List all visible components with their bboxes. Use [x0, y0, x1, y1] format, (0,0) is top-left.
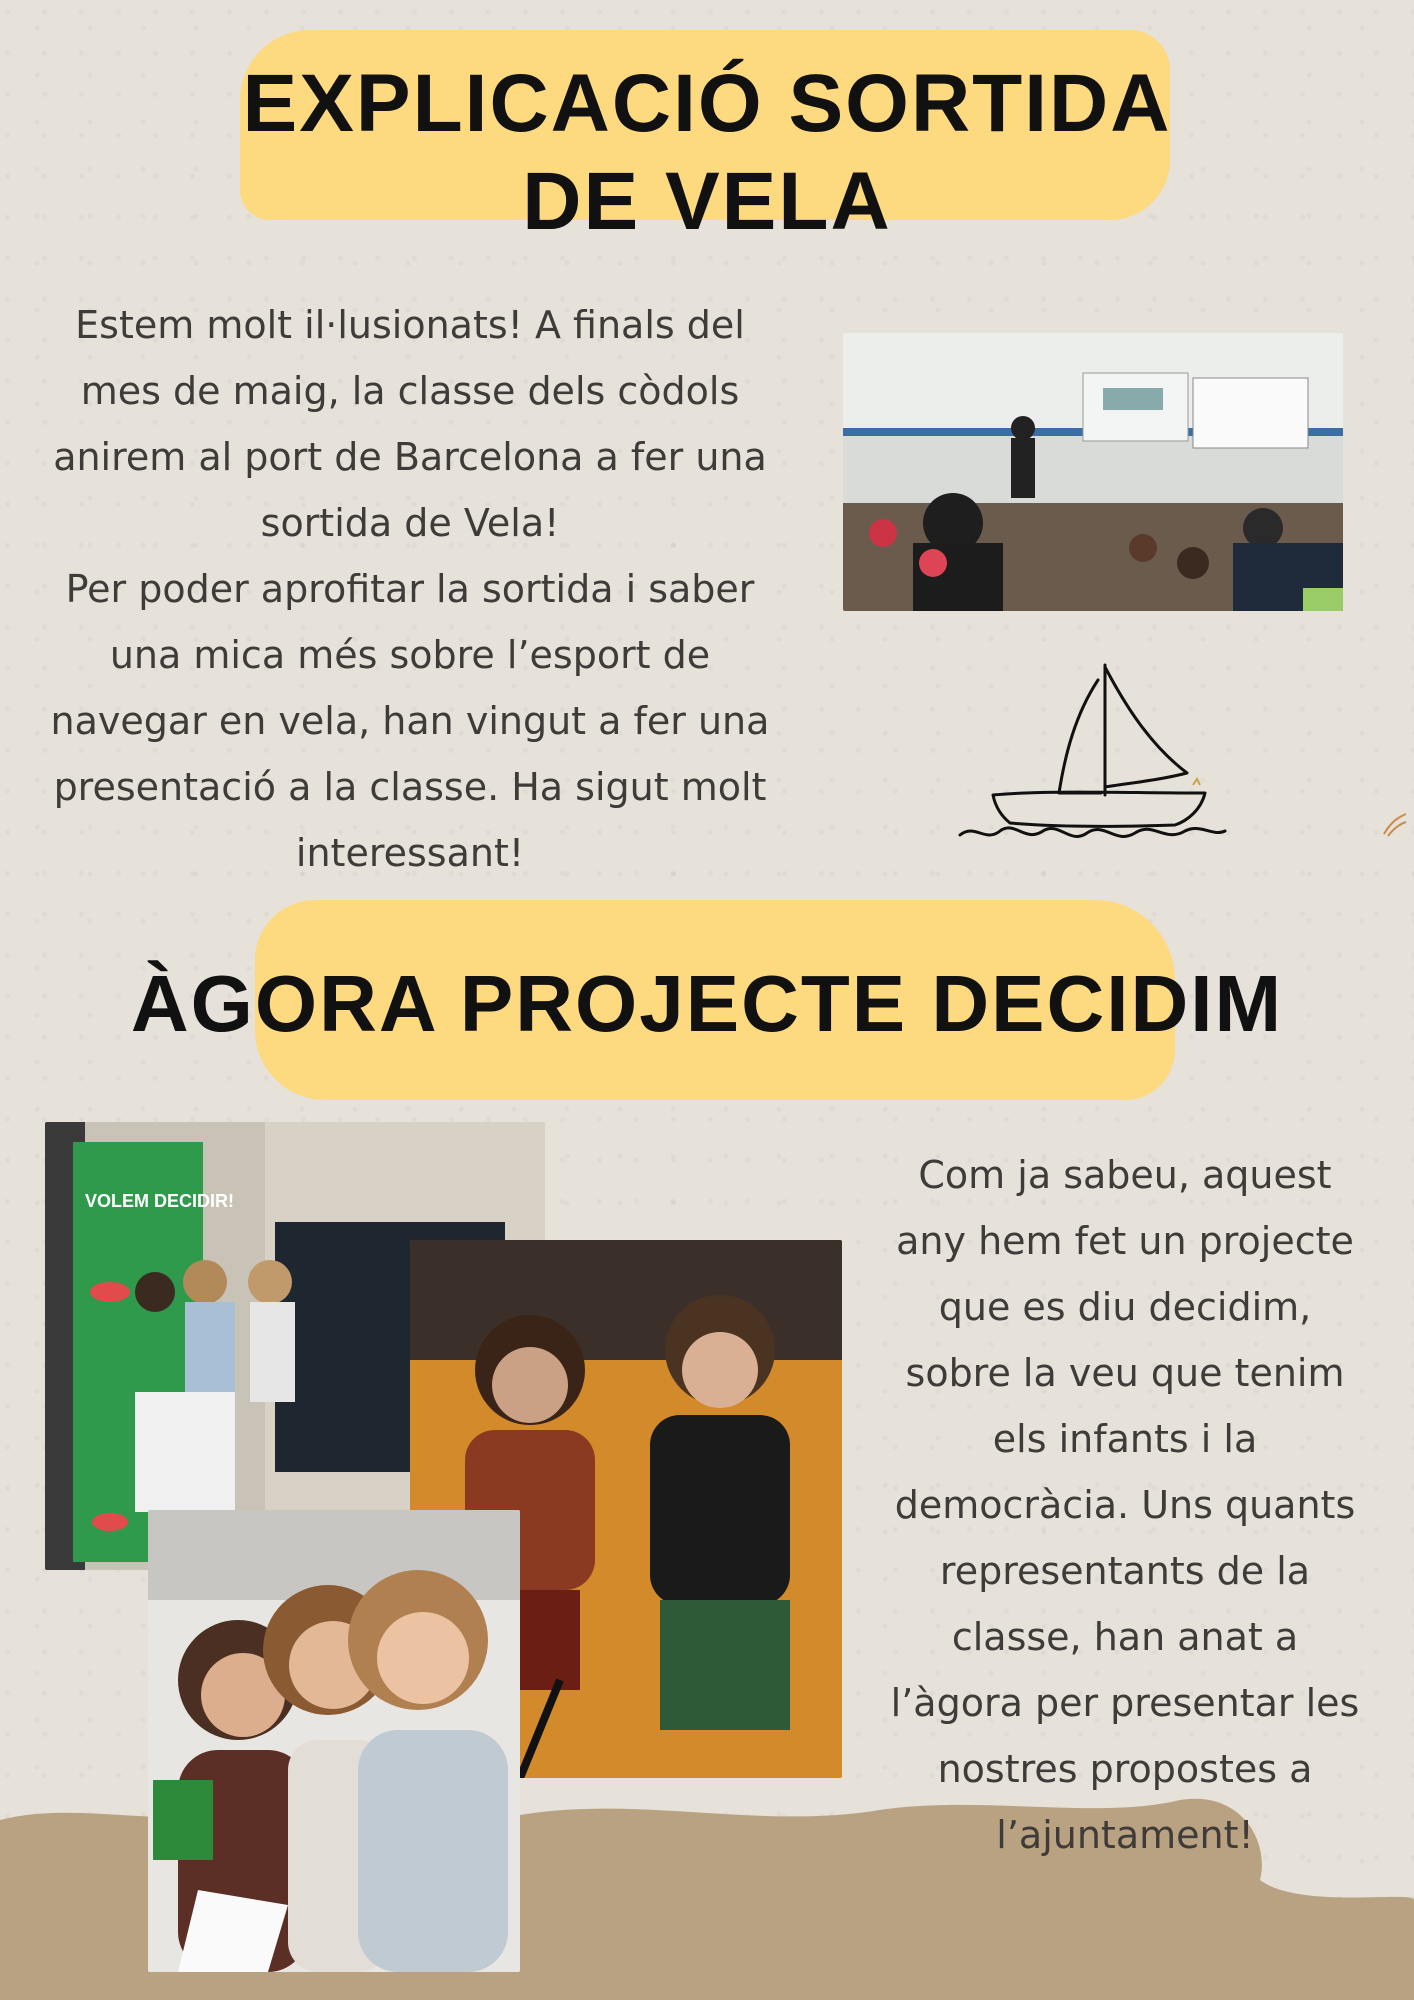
sailboat-icon — [955, 655, 1230, 855]
section-title-agora: ÀGORA PROJECTE DECIDIM — [130, 959, 1284, 1048]
agora-paragraph: Com ja sabeu, aquest any hem fet un projecte que es diu decidim, sobre la veu que tenim els infants i la democràcia. Uns quants representants de la classe, han anat a l’àgora per presentar les nostres propostes a l’ajuntament! — [890, 1153, 1360, 1857]
classroom-presentation-photo — [843, 333, 1343, 611]
doodle-decoration — [1380, 810, 1410, 840]
sailing-paragraph: Estem molt il·lusionats! A finals del mes de maig, la classe dels còdols anirem al port de Barcelona a fer una sortida de Vela! Per poder aprofitar la sortida i saber una mica més sobre l’esport de navegar en vela, han vingut a fer una presentació a la classe. Ha sigut molt interessant! — [50, 303, 770, 875]
banner-text: VOLEM DECIDIR! — [85, 1191, 235, 1211]
agora-three-girls-photo — [148, 1510, 520, 1972]
section-title-sailing: EXPLICACIÓ SORTIDA DE VELA — [242, 58, 1172, 247]
